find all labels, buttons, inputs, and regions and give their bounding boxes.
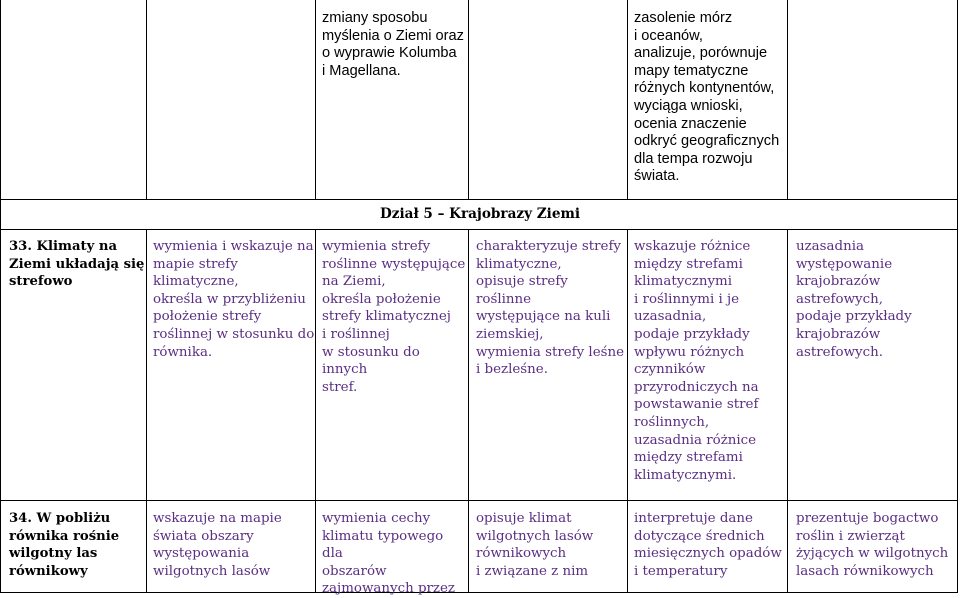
column-divider	[146, 229, 147, 593]
cell-text: zmiany sposobu myślenia o Ziemi oraz o wyprawie Kolumba i Magellana.	[322, 10, 464, 79]
table-border-right	[957, 0, 958, 593]
column-divider	[146, 0, 147, 199]
requirement-cell: wymienia strefy roślinne występujące na Ziemi, określa położenie strefy klimatycznej i roślinnej w stosunku do innych stref.	[322, 239, 466, 395]
column-divider	[315, 229, 316, 593]
requirement-cell: uzasadnia występowanie krajobrazów astrefowych, podaje przykłady krajobrazów astrefowych.	[796, 239, 912, 360]
topic-title: 33. Klimaty na Ziemi układają się strefowo	[9, 239, 145, 290]
table-border-left	[0, 0, 1, 593]
column-divider	[315, 0, 316, 199]
column-divider	[468, 229, 469, 593]
column-divider	[627, 0, 628, 199]
requirement-cell: wymienia i wskazuje na mapie strefy klimatyczne, określa w przybliżeniu położenie strefy roślinnej w stosunku do równika.	[153, 239, 315, 360]
column-divider	[787, 0, 788, 199]
topic-title: 34. W pobliżu równika rośnie wilgotny las równikowy	[9, 511, 120, 579]
requirement-cell: interpretuje dane dotyczące średnich miesięcznych opadów i temperatury	[634, 511, 782, 579]
column-divider	[787, 229, 788, 593]
column-divider	[468, 0, 469, 199]
row-divider	[0, 500, 958, 501]
requirement-cell: charakteryzuje strefy klimatyczne, opisuje strefy roślinne występujące na kuli ziemskiej, wymienia strefy leśne i bezleśne.	[476, 239, 625, 378]
cell-text: zasolenie mórz i oceanów, analizuje, porównuje mapy tematyczne różnych kontynentów, wyciąga wnioski, ocenia znaczenie odkryć geograficznych dla tempa rozwoju świata.	[634, 10, 780, 185]
requirement-cell: wskazuje na mapie świata obszary występowania wilgotnych lasów	[153, 511, 282, 579]
requirement-cell: wskazuje różnice między strefami klimatycznymi i roślinnymi i je uzasadnia, podaje przykłady wpływu różnych czynników przyrodniczych na powstawanie stref roślinnych, uzasadnia różnice między strefami klimatycznymi.	[634, 239, 759, 483]
column-divider	[627, 229, 628, 593]
requirement-cell: opisuje klimat wilgotnych lasów równikowych i związane z nim	[476, 511, 594, 579]
section-title: Dział 5 – Krajobrazy Ziemi	[379, 206, 581, 222]
requirement-cell: prezentuje bogactwo roślin i zwierząt żyjących w wilgotnych lasach równikowych	[796, 511, 949, 579]
row-divider	[0, 229, 958, 230]
requirement-cell: wymienia cechy klimatu typowego dla obszarów zajmowanych przez	[322, 511, 455, 597]
row-divider	[0, 199, 958, 200]
